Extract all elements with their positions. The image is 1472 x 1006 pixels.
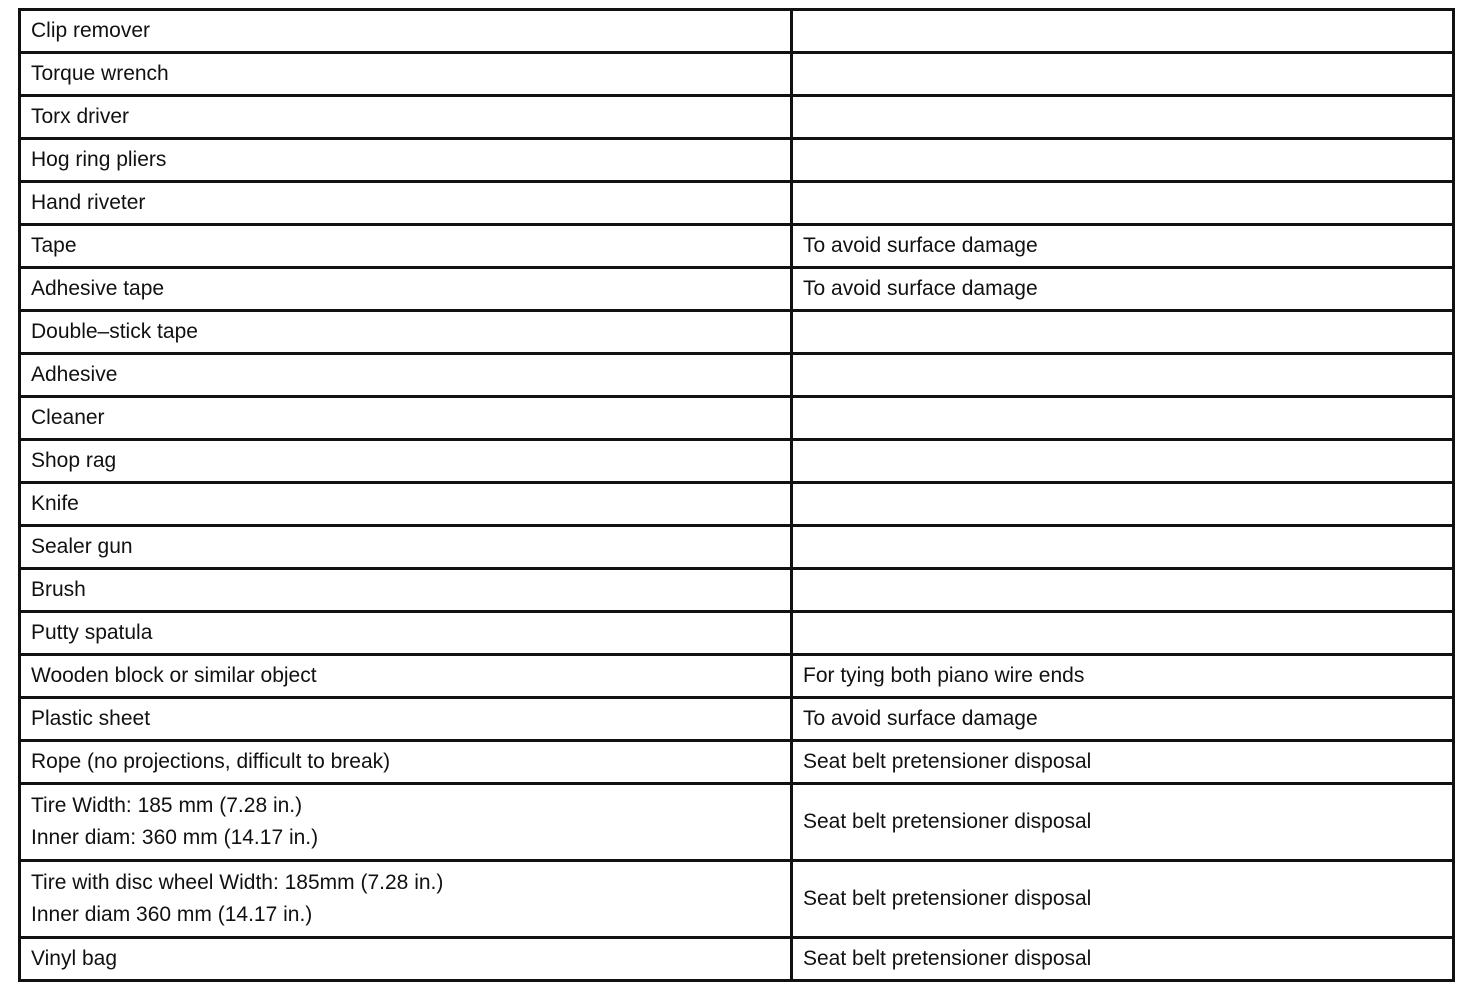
tool-cell (20, 397, 792, 440)
table-row (20, 569, 1454, 612)
tool-cell (20, 741, 792, 784)
tool-name-line: Cleaner (31, 406, 105, 429)
table-row (20, 354, 1454, 397)
table-row (20, 182, 1454, 225)
tool-name-line: Plastic sheet (31, 707, 151, 730)
tool-name-line: Hand riveter (31, 191, 146, 214)
table-row (20, 861, 1454, 938)
tool-name-line: Inner diam: 360 mm (14.17 in.) (31, 826, 319, 849)
tool-cell (20, 139, 792, 182)
table-row (20, 698, 1454, 741)
note-cell (792, 612, 1454, 655)
table-row (20, 938, 1454, 981)
table-row (20, 741, 1454, 784)
tool-cell (20, 10, 792, 53)
tool-name-line: Inner diam 360 mm (14.17 in.) (31, 903, 313, 926)
tool-cell (20, 96, 792, 139)
tool-cell (20, 938, 792, 981)
table-row (20, 655, 1454, 698)
table-row (20, 311, 1454, 354)
tool-name-line: Rope (no projections, difficult to break) (31, 750, 391, 773)
table-row (20, 268, 1454, 311)
tool-cell (20, 655, 792, 698)
tool-cell (20, 354, 792, 397)
table-row (20, 526, 1454, 569)
note-cell (792, 96, 1454, 139)
tool-name-line: Wooden block or similar object (31, 664, 317, 687)
tool-cell (20, 483, 792, 526)
tool-name-line: Torx driver (31, 105, 130, 128)
tool-cell (20, 612, 792, 655)
tool-name-line: Putty spatula (31, 621, 153, 644)
note-cell: To avoid surface damage (792, 225, 1454, 268)
tool-name-line: Shop rag (31, 449, 117, 472)
table-row (20, 10, 1454, 53)
tool-name-line: Vinyl bag (31, 947, 118, 970)
note-cell: Seat belt pretensioner disposal (792, 784, 1454, 861)
table-row (20, 483, 1454, 526)
table-row (20, 225, 1454, 268)
note-cell: Seat belt pretensioner disposal (792, 938, 1454, 981)
note-cell (792, 354, 1454, 397)
tool-name-line: Brush (31, 578, 86, 601)
tool-name-line: Tape (31, 234, 77, 257)
tool-name-line: Torque wrench (31, 62, 169, 85)
table-row (20, 139, 1454, 182)
table-row (20, 784, 1454, 861)
tool-cell (20, 526, 792, 569)
note-cell (792, 440, 1454, 483)
tool-name-line: Adhesive tape (31, 277, 165, 300)
tool-name-line: Knife (31, 492, 79, 515)
note-cell (792, 182, 1454, 225)
tool-cell (20, 268, 792, 311)
note-cell: Seat belt pretensioner disposal (792, 741, 1454, 784)
note-cell (792, 53, 1454, 96)
tool-cell (20, 569, 792, 612)
note-cell: To avoid surface damage (792, 268, 1454, 311)
note-cell (792, 311, 1454, 354)
tool-name-line: Adhesive (31, 363, 118, 386)
table-row (20, 96, 1454, 139)
tool-cell (20, 225, 792, 268)
note-cell (792, 526, 1454, 569)
note-cell (792, 569, 1454, 612)
tool-cell (20, 784, 792, 861)
table-row (20, 397, 1454, 440)
tool-cell (20, 182, 792, 225)
note-cell: To avoid surface damage (792, 698, 1454, 741)
table-row (20, 440, 1454, 483)
note-cell: For tying both piano wire ends (792, 655, 1454, 698)
tool-name-line: Hog ring pliers (31, 148, 167, 171)
tool-name-line: Double–stick tape (31, 320, 198, 343)
tool-cell (20, 53, 792, 96)
tools-table (18, 8, 1455, 982)
tool-name-line: Sealer gun (31, 535, 133, 558)
note-cell (792, 397, 1454, 440)
tool-cell (20, 311, 792, 354)
table-row (20, 53, 1454, 96)
note-cell (792, 483, 1454, 526)
note-cell: Seat belt pretensioner disposal (792, 861, 1454, 938)
tool-cell (20, 440, 792, 483)
table-row (20, 612, 1454, 655)
tool-cell (20, 698, 792, 741)
tool-name-line: Tire with disc wheel Width: 185mm (7.28 in.) (31, 871, 444, 894)
tools-table-body (20, 10, 1454, 981)
tool-cell (20, 861, 792, 938)
tool-name-line: Tire Width: 185 mm (7.28 in.) (31, 794, 303, 817)
tool-name-line: Clip remover (31, 19, 151, 42)
note-cell (792, 10, 1454, 53)
note-cell (792, 139, 1454, 182)
